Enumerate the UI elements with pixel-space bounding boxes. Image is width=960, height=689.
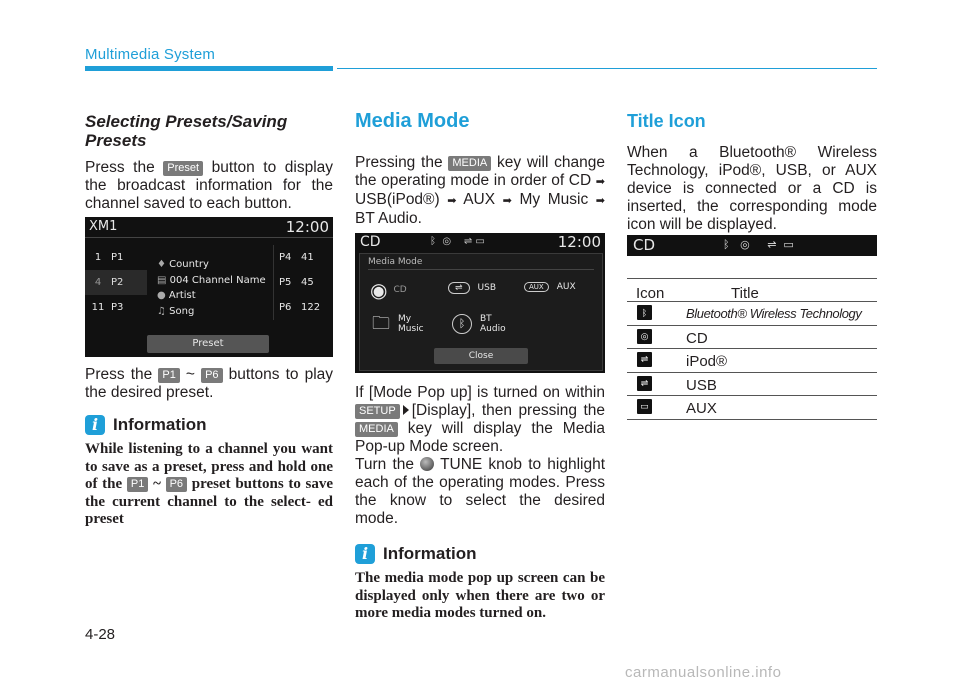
close-button[interactable]: Close [434,348,528,364]
mode-option-my-music[interactable]: 🗀 My Music [372,313,424,334]
presets-heading: Selecting Presets/Saving Presets [85,112,288,150]
arrow-icon: ➡ [502,195,512,207]
clock: 12:00 [557,233,601,251]
song-icon: ♫ [157,305,170,317]
preset-screen [85,217,333,357]
preset-row[interactable]: 11 P3 [91,302,124,313]
info-icon: i [355,544,375,564]
ipod-icon: ⇌ [637,352,652,367]
arrow-icon: ➡ [447,195,457,207]
bluetooth-icon: ᛒ [637,305,652,320]
page-number: 4-28 [85,626,116,643]
preset-row[interactable]: 1 P1 [94,252,124,263]
genre-icon: ♦ [157,259,170,270]
media-key-label: MEDIA [448,156,491,171]
channel-icon: ▤ [157,274,170,286]
usb-icon: ⇌ [637,376,652,391]
info-heading: i Information [85,415,333,435]
setup-key-label: SETUP [355,404,400,419]
cd-icon: ◎ [740,238,750,251]
folder-music-icon: 🗀 [372,313,390,334]
tune-knob-icon [420,457,434,471]
header-icon: Icon [636,285,665,302]
table-row: ᛒ Bluetooth® Wireless Technology [627,302,877,326]
usb-icon: ⇌ [448,282,470,294]
cd-icon: ◎ [637,329,652,344]
mode-option-usb[interactable]: ⇌ USB [448,282,496,294]
header-bar [85,66,333,71]
artist-icon: ● [157,290,169,301]
usb-icon: ⇌ [463,236,473,247]
cd-icon: ◎ [442,236,452,247]
channel-info: ♦ Country ▤ 004 Channel Name ● Artist ♫ Song [157,259,266,317]
info-note: The media mode pop up screen can be displayed only when there are two or more media modes turned on. [355,570,605,621]
bluetooth-icon: ᛒ [723,238,730,251]
aux-icon: ▭ [783,238,794,251]
column-presets [85,112,333,213]
preset-row[interactable]: 4 P2 [85,270,147,295]
popup-paragraph: If [Mode Pop up] is turned on within SETUP [Display], then pressing the MEDIA key will display the Media Pop-up Mode screen. [355,384,605,455]
mode-option-aux[interactable]: AUX AUX [524,282,576,292]
table-header [627,279,877,302]
info-icon: i [85,415,105,435]
title-icon-paragraph: When a Bluetooth® Wireless Technology, iPod®, USB, or AUX device is connected or a CD is inserted, the corresponding mode icon will be displayed. [627,144,877,233]
cd-icon: ◉ [370,278,388,302]
p1-key-label: P1 [158,368,179,383]
right-presets [273,245,334,320]
title-icon-heading: Title Icon [627,111,706,131]
tune-paragraph: Turn the TUNE knob to highlight each of the operating modes. Press the know to select the desired mode. [355,456,606,527]
media-mode-screen [355,233,605,373]
p6-key-label: P6 [166,477,187,492]
table-row: ⇌ iPod® [627,349,877,373]
section-title: Multimedia System [85,46,216,63]
column-title-icon [627,112,877,234]
aux-icon: AUX [524,282,549,292]
watermark: carmanualsonline.info [625,664,782,681]
status-icons [723,238,794,251]
title-icon-table [627,278,877,420]
aux-icon: ▭ [637,399,652,414]
column-presets-cont [85,366,333,529]
table-row: ◎ CD [627,326,877,350]
table-row: ▭ AUX [627,396,877,420]
title-icon-bar [627,235,877,256]
source-label: CD [633,236,656,254]
header-title: Title [731,285,759,302]
info-heading: i Information [355,544,605,564]
presets-paragraph: Press the Preset button to display the broadcast information for the channel saved to each button. [85,159,334,212]
media-mode-heading: Media Mode [355,110,470,132]
preset-row[interactable]: P6 122 [279,302,321,313]
mode-option-bt-audio[interactable]: ᛒ BT Audio [452,314,510,334]
preset-row[interactable]: P5 45 [279,277,314,288]
popup-title: Media Mode [368,257,423,267]
play-preset-paragraph: Press the P1 ~ P6 buttons to play the desired preset. [85,366,334,401]
preset-button[interactable]: Preset [147,335,269,353]
arrow-icon: ➡ [595,176,605,188]
column-media-mode [355,112,605,228]
usb-icon: ⇌ [767,238,777,251]
bluetooth-icon: ᛒ [452,314,472,334]
media-mode-paragraph: Pressing the MEDIA key will change the operating mode in order of CD ➡ USB(iPod®) ➡ AUX ➡ My Music ➡ BT Audio. [355,154,606,227]
left-presets [85,245,147,320]
table-row: ⇌ USB [627,373,877,397]
info-note: While listening to a channel you want to save as a preset, press and hold one of the P1 ~ P6 preset buttons to save the current channel to the select- ed preset [85,441,334,527]
clock: 12:00 [285,218,329,236]
header-rule [337,68,877,69]
status-icons [430,236,485,247]
column-media-mode-cont [355,384,605,623]
band-label: XM1 [89,219,118,234]
arrow-icon: ➡ [595,195,606,207]
p6-key-label: P6 [201,368,222,383]
preset-key-label: Preset [163,161,203,176]
p1-key-label: P1 [127,477,148,492]
preset-row[interactable]: P4 41 [279,252,314,263]
media-key-label: MEDIA [355,422,398,437]
source-label: CD [360,234,381,250]
media-mode-popup [359,253,603,371]
triangle-icon [403,405,409,415]
mode-option-cd[interactable]: ◉ CD [370,278,407,302]
bluetooth-icon: ᛒ [430,236,436,247]
aux-icon: ▭ [475,236,485,247]
